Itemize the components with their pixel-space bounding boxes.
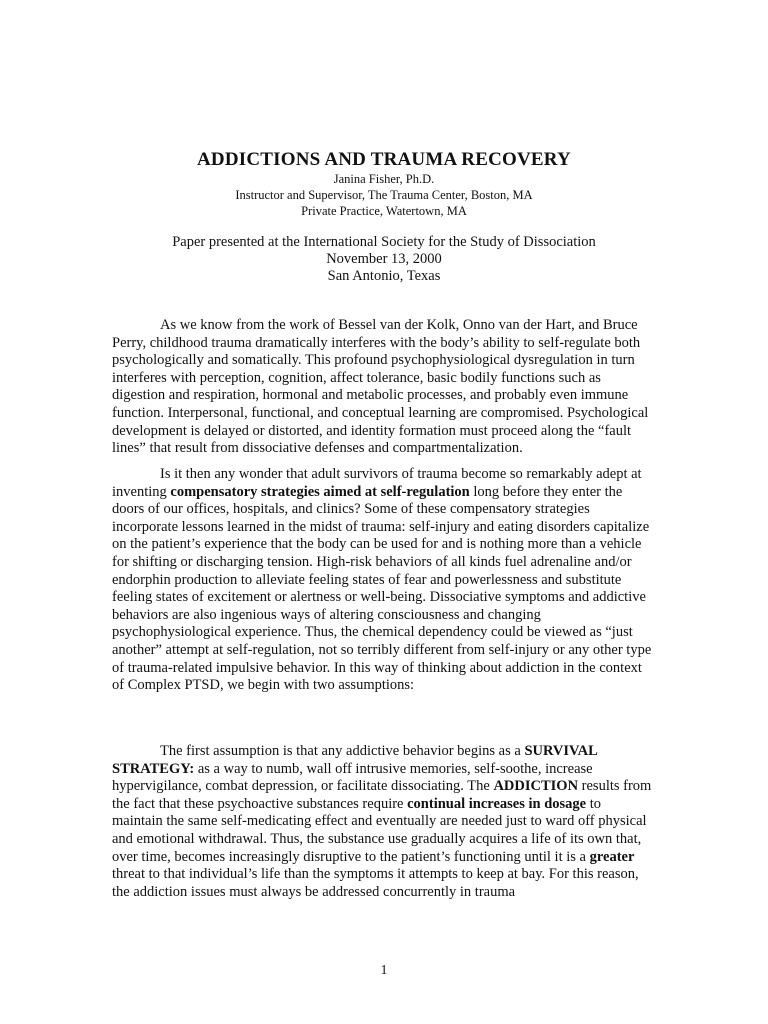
- bold-text: continual increases in dosage: [407, 795, 587, 812]
- affiliation-line: Instructor and Supervisor, The Trauma Center, Boston, MA: [235, 188, 533, 202]
- affiliation-line: Private Practice, Watertown, MA: [301, 204, 467, 218]
- conference-date: November 13, 2000: [326, 251, 442, 267]
- page-number: 1: [380, 962, 388, 977]
- body-paragraph: [112, 466, 652, 695]
- paragraph-text: to maintain the same self-medicating effect and eventually are needed just to ward off physical and emotional withdrawal. Thus, the substance use gradually acquires a life of its own that, over time, becomes increasingly disruptive to the patient’s functioning until it is a: [112, 795, 647, 865]
- paragraph-text: The first assumption is that any addictive behavior begins as a: [160, 743, 525, 759]
- body-paragraph: [112, 317, 652, 458]
- document-title: ADDICTIONS AND TRAUMA RECOVERY: [197, 149, 571, 170]
- author-name: Janina Fisher, Ph.D.: [333, 172, 435, 186]
- paragraph-text: threat to that individual’s life than the symptoms it attempts to keep at bay. For this reason, the addiction issues must always be addressed concurrently in trauma: [112, 866, 639, 900]
- paragraph-text: as a way to numb, wall off intrusive memories, self-soothe, increase hypervigilance, combat depression, or facilitate dissociating. The: [112, 760, 593, 795]
- body-paragraph: [112, 743, 652, 901]
- paragraph-text: As we know from the work of Bessel van der Kolk, Onno van der Hart, and Bruce Perry, childhood trauma dramatically interferes with the body’s ability to self-regulate both psychologically and somatically. This profound psychophysiological dysregulation in turn interferes with perception, cognition, affect tolerance, basic bodily functions such as digestion and respiration, hormonal and metabolic processes, and probably even immune function. Interpersonal, functional, and conceptual learning are compromised. Psychological development is delayed or distorted, and identity formation must proceed along the “fault lines” that result from dissociative defenses and compartmentalization.: [112, 317, 649, 457]
- conference-location: San Antonio, Texas: [327, 268, 441, 284]
- bold-text: compensatory strategies aimed at self-regulation: [170, 483, 470, 500]
- paragraph-text: long before they enter the doors of our offices, hospitals, and clinics? Some of these compensatory strategies incorporate lessons learned in the midst of trauma: self-injury and eating disorders capitalize on the patient’s experience that the body can be used for and is nothing more than a vehicle for shifting or discharging tension. High-risk behaviors of all kinds fuel adrenaline and/or endorphin production to alleviate feeling states of fear and powerlessness and substitute feeling states of excitement or alertness or well-being. Dissociative symptoms and addictive behaviors are also ingenious ways of altering consciousness and changing psychophysiological experience. Thus, the chemical dependency could be viewed as “just another” attempt at self-regulation, not so terribly different from self-injury or any other type of trauma-related impulsive behavior. In this way of thinking about addiction in the context of Complex PTSD, we begin with two assumptions:: [112, 483, 652, 694]
- bold-text: SURVIVAL STRATEGY:: [112, 743, 597, 777]
- conference-line: Paper presented at the International Society for the Study of Dissociation: [172, 234, 596, 250]
- bold-text: greater: [589, 848, 635, 865]
- paragraph-text: Is it then any wonder that adult survivors of trauma become so remarkably adept at inventing: [112, 466, 642, 500]
- bold-text: ADDICTION: [493, 778, 579, 795]
- paragraph-text: results from the fact that these psychoactive substances require: [112, 778, 652, 812]
